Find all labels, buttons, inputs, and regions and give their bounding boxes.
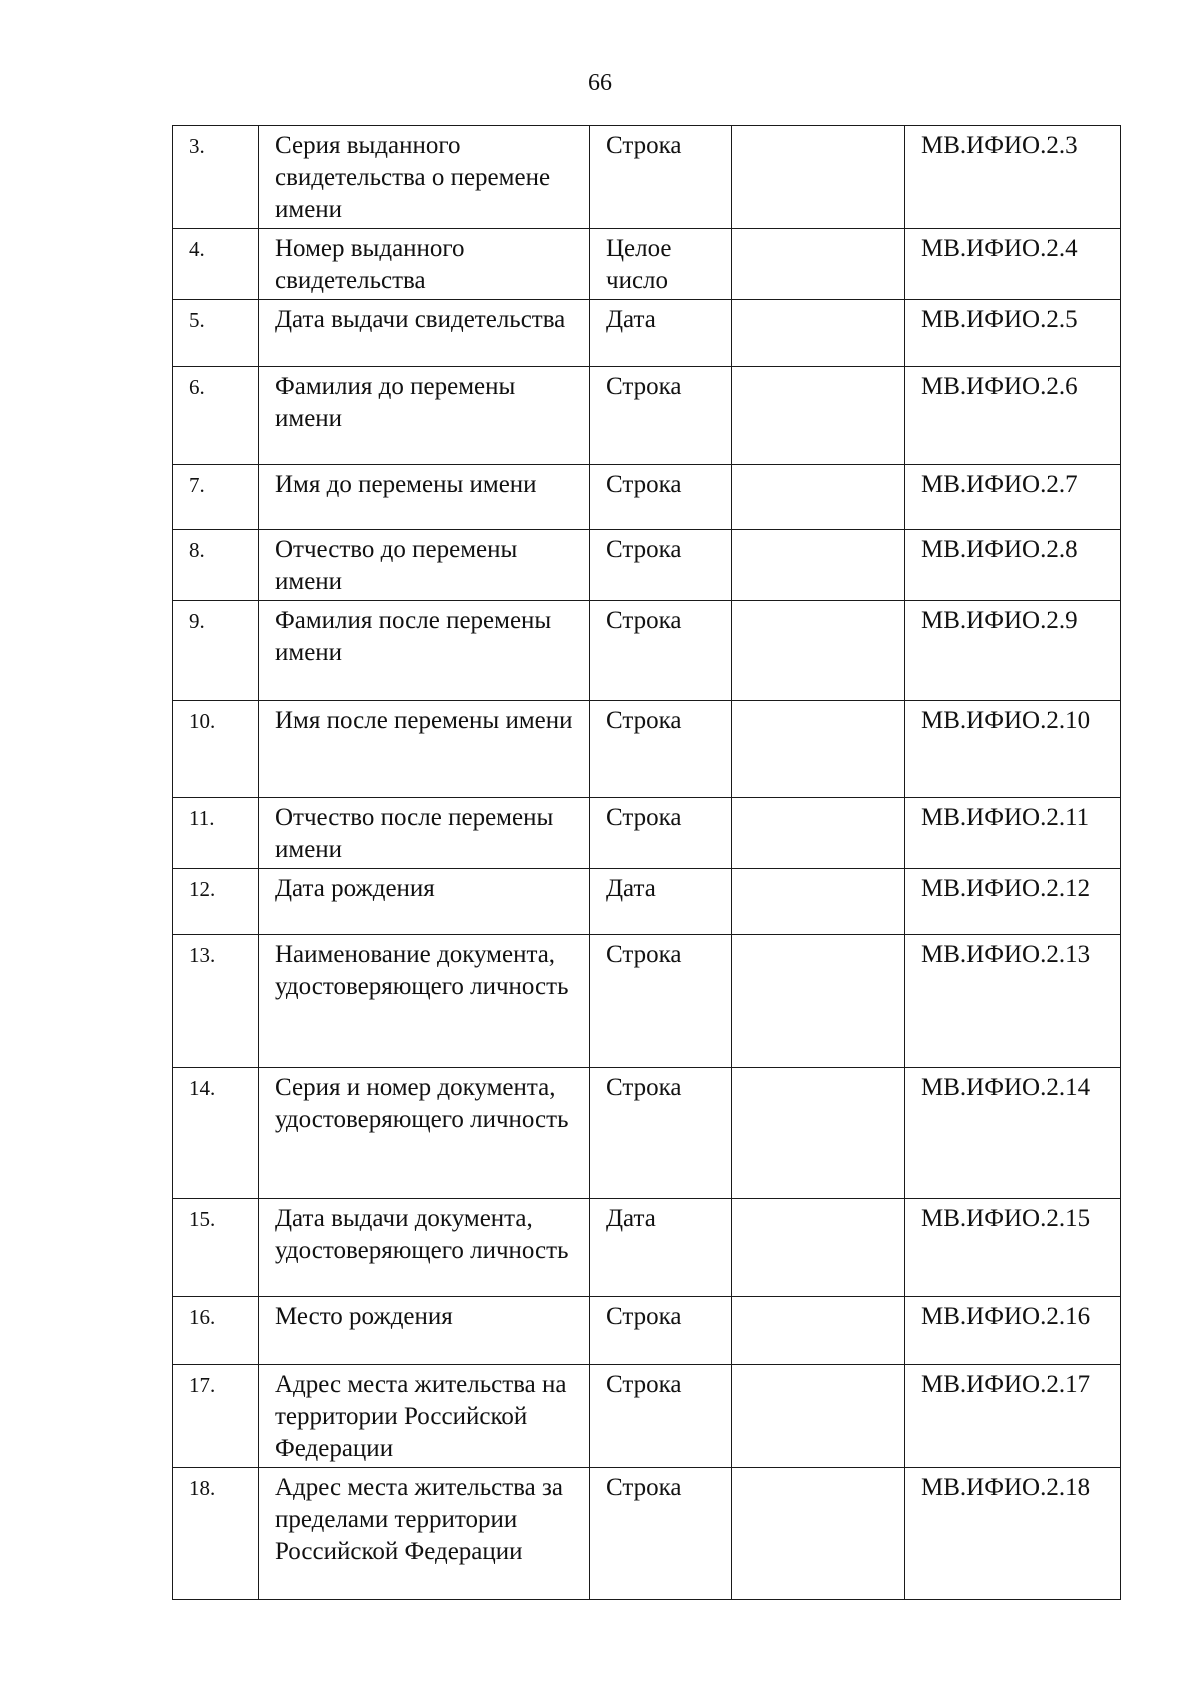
field-code: МВ.ИФИО.2.15	[905, 1199, 1121, 1297]
row-number: 11.	[173, 798, 259, 869]
row-number: 5.	[173, 300, 259, 367]
field-name: Дата выдачи свидетельства	[259, 300, 590, 367]
field-extra	[732, 530, 905, 601]
field-name: Место рождения	[259, 1297, 590, 1365]
field-code: МВ.ИФИО.2.4	[905, 229, 1121, 300]
table-row	[173, 1365, 1121, 1468]
table-row	[173, 126, 1121, 229]
field-code: МВ.ИФИО.2.11	[905, 798, 1121, 869]
row-number: 9.	[173, 601, 259, 701]
row-number: 14.	[173, 1068, 259, 1199]
row-number: 15.	[173, 1199, 259, 1297]
field-extra	[732, 300, 905, 367]
field-extra	[732, 601, 905, 701]
table-row	[173, 1199, 1121, 1297]
field-code: МВ.ИФИО.2.12	[905, 869, 1121, 935]
row-number: 16.	[173, 1297, 259, 1365]
field-code: МВ.ИФИО.2.9	[905, 601, 1121, 701]
field-extra	[732, 798, 905, 869]
field-type: Дата	[590, 1199, 732, 1297]
field-type: Дата	[590, 869, 732, 935]
field-name: Наименование документа, удостоверяющего личность	[259, 935, 590, 1068]
field-type: Строка	[590, 601, 732, 701]
field-code: МВ.ИФИО.2.6	[905, 367, 1121, 465]
field-extra	[732, 229, 905, 300]
field-extra	[732, 1297, 905, 1365]
field-name: Дата рождения	[259, 869, 590, 935]
field-type: Строка	[590, 126, 732, 229]
table-row	[173, 798, 1121, 869]
row-number: 8.	[173, 530, 259, 601]
field-type: Строка	[590, 798, 732, 869]
row-number: 12.	[173, 869, 259, 935]
field-name: Адрес места жительства за пределами территории Российской Федерации	[259, 1468, 590, 1600]
field-type: Строка	[590, 1365, 732, 1468]
field-code: МВ.ИФИО.2.13	[905, 935, 1121, 1068]
field-type: Строка	[590, 1468, 732, 1600]
field-code: МВ.ИФИО.2.3	[905, 126, 1121, 229]
row-number: 10.	[173, 701, 259, 798]
field-code: МВ.ИФИО.2.10	[905, 701, 1121, 798]
field-code: МВ.ИФИО.2.14	[905, 1068, 1121, 1199]
field-name: Отчество после перемены имени	[259, 798, 590, 869]
field-code: МВ.ИФИО.2.8	[905, 530, 1121, 601]
field-code: МВ.ИФИО.2.7	[905, 465, 1121, 530]
field-type: Строка	[590, 935, 732, 1068]
table-row	[173, 935, 1121, 1068]
table-row	[173, 465, 1121, 530]
field-extra	[732, 701, 905, 798]
field-extra	[732, 465, 905, 530]
field-extra	[732, 935, 905, 1068]
field-name: Серия выданного свидетельства о перемене имени	[259, 126, 590, 229]
field-extra	[732, 1468, 905, 1600]
field-name: Фамилия после перемены имени	[259, 601, 590, 701]
row-number: 18.	[173, 1468, 259, 1600]
field-type: Строка	[590, 701, 732, 798]
field-type: Строка	[590, 530, 732, 601]
row-number: 4.	[173, 229, 259, 300]
field-code: МВ.ИФИО.2.18	[905, 1468, 1121, 1600]
table-row	[173, 701, 1121, 798]
table-row	[173, 601, 1121, 701]
table-row	[173, 367, 1121, 465]
field-extra	[732, 869, 905, 935]
field-extra	[732, 1365, 905, 1468]
field-extra	[732, 1068, 905, 1199]
field-type: Строка	[590, 1068, 732, 1199]
field-name: Фамилия до перемены имени	[259, 367, 590, 465]
row-number: 7.	[173, 465, 259, 530]
data-fields-table	[172, 125, 1121, 1600]
table-row	[173, 1068, 1121, 1199]
field-type: Строка	[590, 1297, 732, 1365]
field-code: МВ.ИФИО.2.5	[905, 300, 1121, 367]
field-name: Серия и номер документа, удостоверяющего личность	[259, 1068, 590, 1199]
page-number: 66	[588, 70, 612, 96]
field-type: Целое число	[590, 229, 732, 300]
row-number: 17.	[173, 1365, 259, 1468]
table-row	[173, 229, 1121, 300]
field-type: Дата	[590, 300, 732, 367]
row-number: 3.	[173, 126, 259, 229]
field-name: Имя после перемены имени	[259, 701, 590, 798]
field-code: МВ.ИФИО.2.16	[905, 1297, 1121, 1365]
table-row	[173, 869, 1121, 935]
table-row	[173, 530, 1121, 601]
table-row	[173, 300, 1121, 367]
row-number: 6.	[173, 367, 259, 465]
field-extra	[732, 1199, 905, 1297]
field-code: МВ.ИФИО.2.17	[905, 1365, 1121, 1468]
field-type: Строка	[590, 465, 732, 530]
table-row	[173, 1297, 1121, 1365]
field-name: Дата выдачи документа, удостоверяющего личность	[259, 1199, 590, 1297]
field-extra	[732, 367, 905, 465]
field-name: Отчество до перемены имени	[259, 530, 590, 601]
table-row	[173, 1468, 1121, 1600]
field-name: Номер выданного свидетельства	[259, 229, 590, 300]
field-name: Адрес места жительства на территории Российской Федерации	[259, 1365, 590, 1468]
field-extra	[732, 126, 905, 229]
row-number: 13.	[173, 935, 259, 1068]
field-name: Имя до перемены имени	[259, 465, 590, 530]
field-type: Строка	[590, 367, 732, 465]
